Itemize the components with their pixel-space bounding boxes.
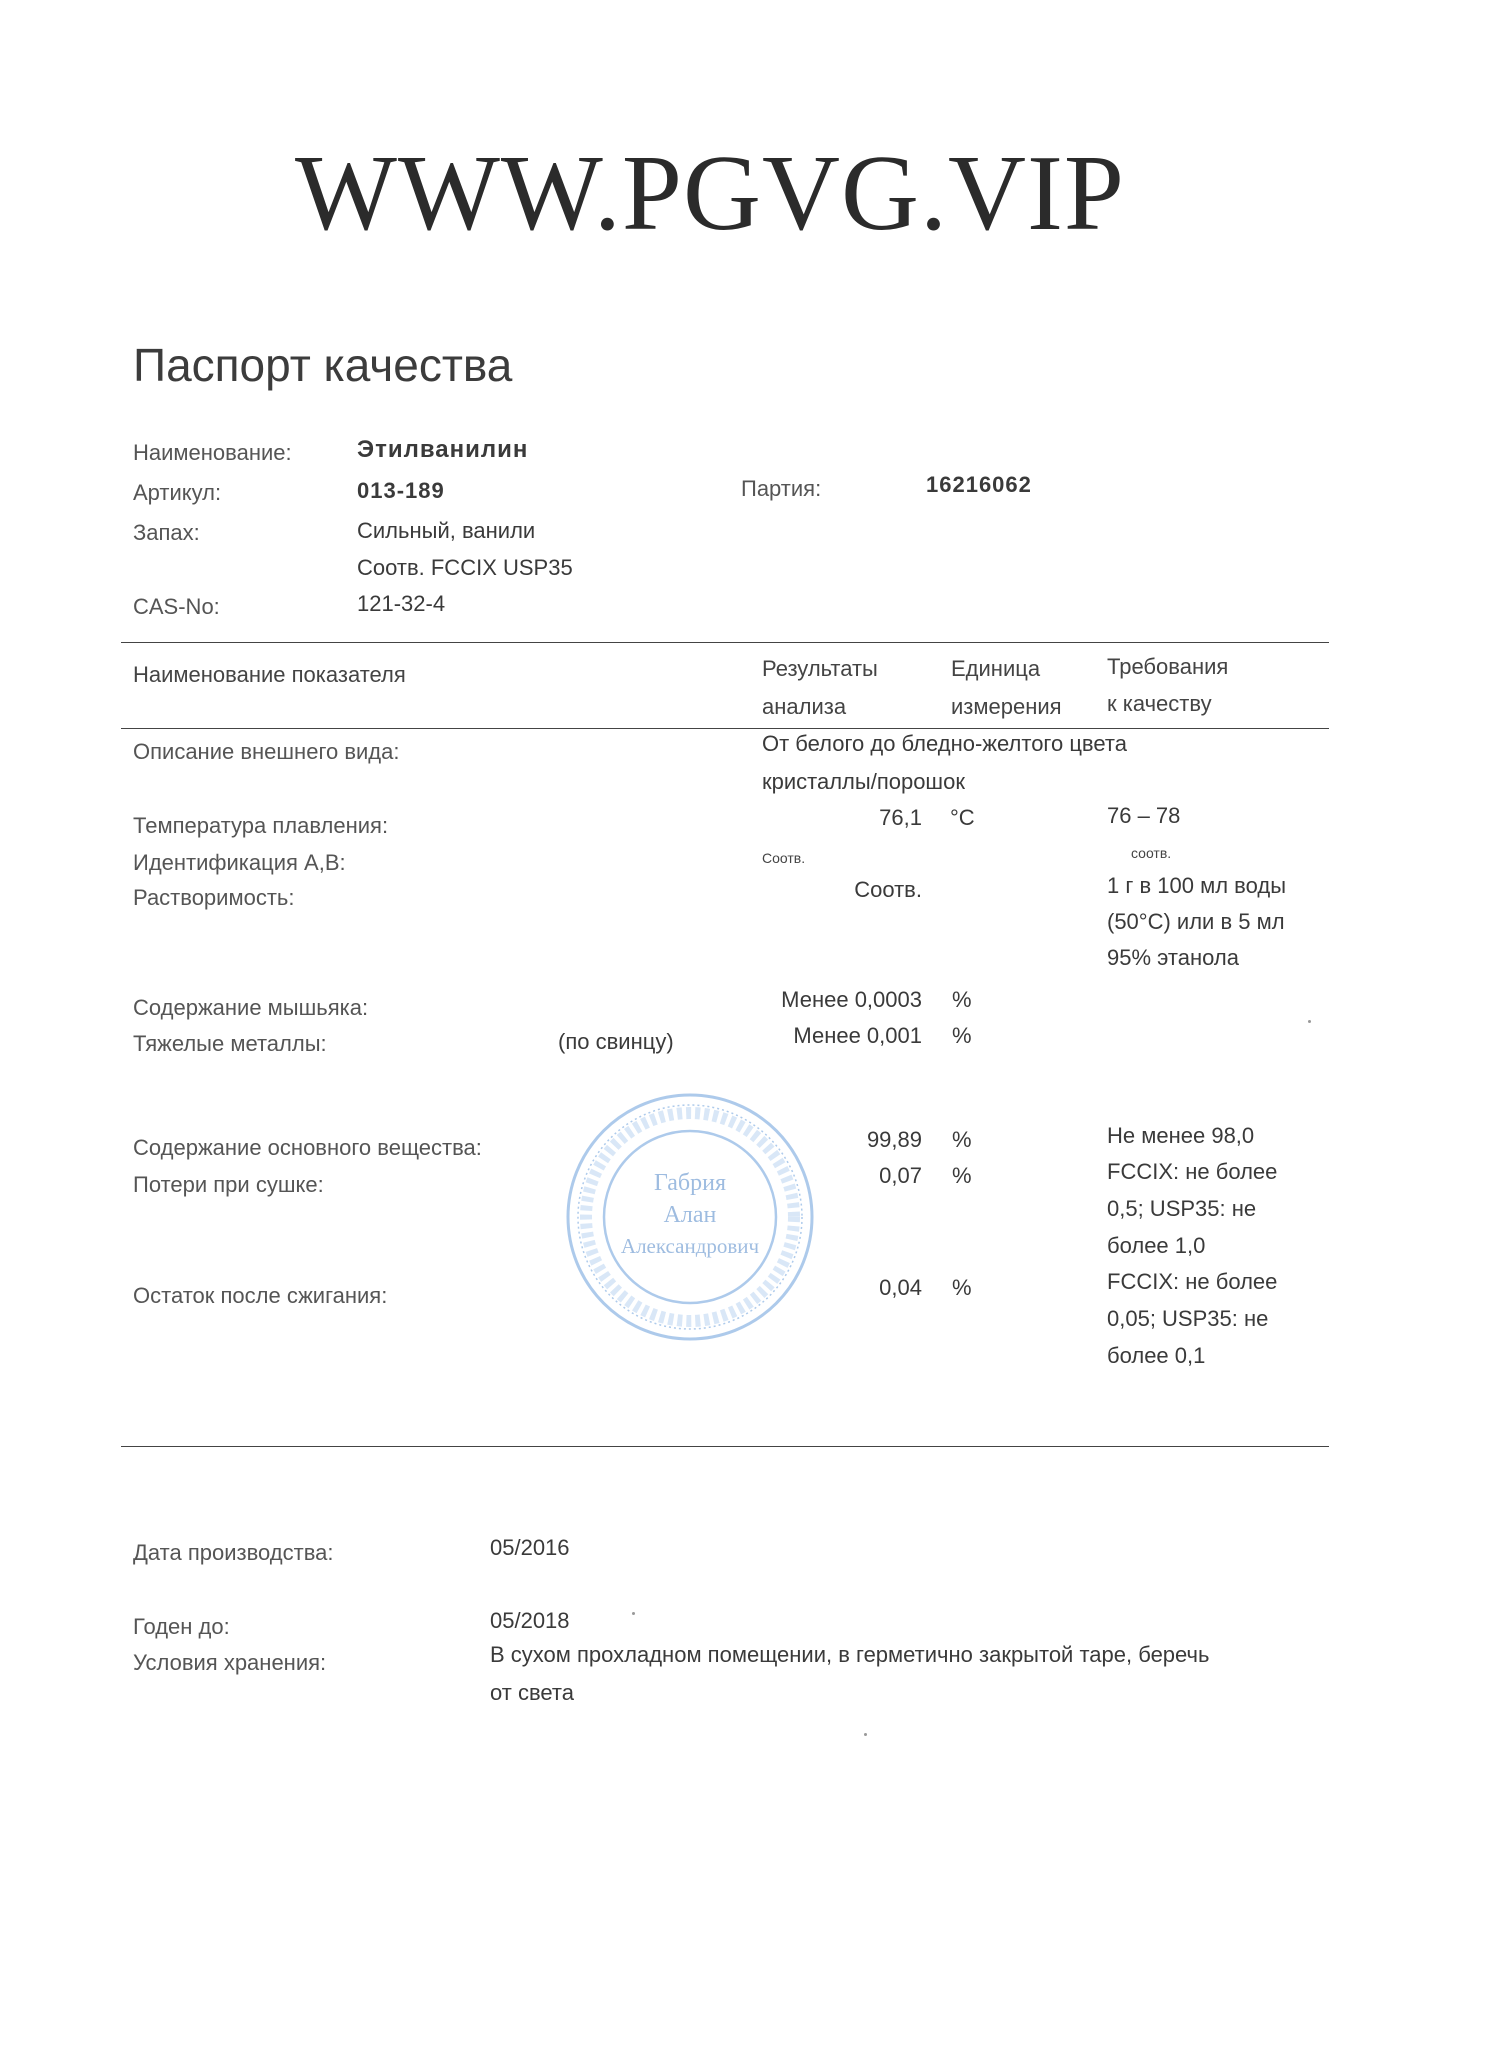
header-req-line1: Требования [1107,654,1229,679]
name-value: Этилванилин [357,436,529,463]
header-divider [121,728,1329,729]
odor-value-line2: Соотв. FCCIX USP35 [357,555,573,580]
storage-label: Условия хранения: [133,1650,327,1675]
paper-speck [632,1612,635,1615]
seal-line2: Алан [663,1202,717,1228]
drying-loss-unit: % [952,1163,972,1188]
identification-req: соотв. [1131,845,1172,861]
melting-req: 76 – 78 [1107,803,1181,828]
batch-value: 16216062 [926,472,1032,497]
cas-label: CAS-No: [133,594,220,619]
heavy-metals-result: Менее 0,001 [793,1023,922,1048]
drying-loss-result: 0,07 [879,1163,922,1188]
header-unit-line1: Единица [951,656,1041,681]
ignition-residue-result: 0,04 [879,1275,922,1300]
document-title: Паспорт качества [133,339,513,391]
melting-unit: °C [950,805,975,830]
main-substance-req: Не менее 98,0 [1107,1123,1255,1148]
ignition-residue-req-line2: 0,05; USP35: не [1107,1306,1269,1331]
drying-loss-req-line3: более 1,0 [1107,1233,1206,1258]
appearance-value-line1: От белого до бледно-желтого цвета [762,731,1127,756]
melting-label: Температура плавления: [133,813,389,838]
arsenic-label: Содержание мышьяка: [133,995,369,1020]
heavy-metals-label: Тяжелые металлы: [133,1031,327,1056]
article-value: 013-189 [357,478,445,503]
cas-value: 121-32-4 [357,591,446,616]
production-value: 05/2016 [490,1535,570,1560]
identification-result: Соотв. [762,850,806,866]
paper-speck [864,1733,867,1736]
header-result-line2: анализа [762,694,847,719]
expiry-label: Годен до: [133,1614,230,1639]
appearance-value-line2: кристаллы/порошок [762,769,965,794]
main-substance-label: Содержание основного вещества: [133,1135,482,1160]
bottom-divider [121,1446,1329,1447]
odor-value-line1: Сильный, ванили [357,518,536,543]
solubility-label: Растворимость: [133,885,295,910]
heavy-metals-note: (по свинцу) [558,1029,674,1054]
solubility-req-line3: 95% этанола [1107,945,1239,970]
solubility-result: Соотв. [854,877,922,902]
drying-loss-label: Потери при сушке: [133,1172,324,1197]
arsenic-unit: % [952,987,972,1012]
solubility-req-line2: (50°C) или в 5 мл [1107,909,1285,934]
main-substance-result: 99,89 [866,1127,922,1152]
drying-loss-req-line2: 0,5; USP35: не [1107,1196,1257,1221]
storage-line1: В сухом прохладном помещении, в герметично закрытой таре, беречь [490,1642,1210,1667]
site-watermark: WWW.PGVG.VIP [295,134,1125,253]
ignition-residue-req-line1: FCCIX: не более [1107,1269,1278,1294]
seal-line3: Александрович [620,1234,760,1258]
main-substance-unit: % [952,1127,972,1152]
solubility-req-line1: 1 г в 100 мл воды [1107,873,1287,898]
header-result-line1: Результаты [762,656,878,681]
name-label: Наименование: [133,440,292,465]
expiry-value: 05/2018 [490,1608,570,1633]
production-label: Дата производства: [133,1540,334,1565]
storage-line2: от света [490,1680,574,1705]
header-indicator: Наименование показателя [133,662,406,687]
odor-label: Запах: [133,520,200,545]
drying-loss-req-line1: FCCIX: не более [1107,1159,1278,1184]
header-unit-line2: измерения [951,694,1062,719]
seal-line1: Габрия [653,1170,727,1196]
arsenic-result: Менее 0,0003 [781,987,922,1012]
melting-result: 76,1 [879,805,922,830]
identification-label: Идентификация А,В: [133,850,346,875]
batch-label: Партия: [741,476,822,501]
top-divider [121,642,1329,643]
heavy-metals-unit: % [952,1023,972,1048]
ignition-residue-req-line3: более 0,1 [1107,1343,1206,1368]
ignition-residue-label: Остаток после сжигания: [133,1283,388,1308]
paper-speck [1308,1020,1311,1023]
article-label: Артикул: [133,480,222,505]
appearance-label: Описание внешнего вида: [133,739,400,764]
ignition-residue-unit: % [952,1275,972,1300]
header-req-line2: к качеству [1107,691,1212,716]
